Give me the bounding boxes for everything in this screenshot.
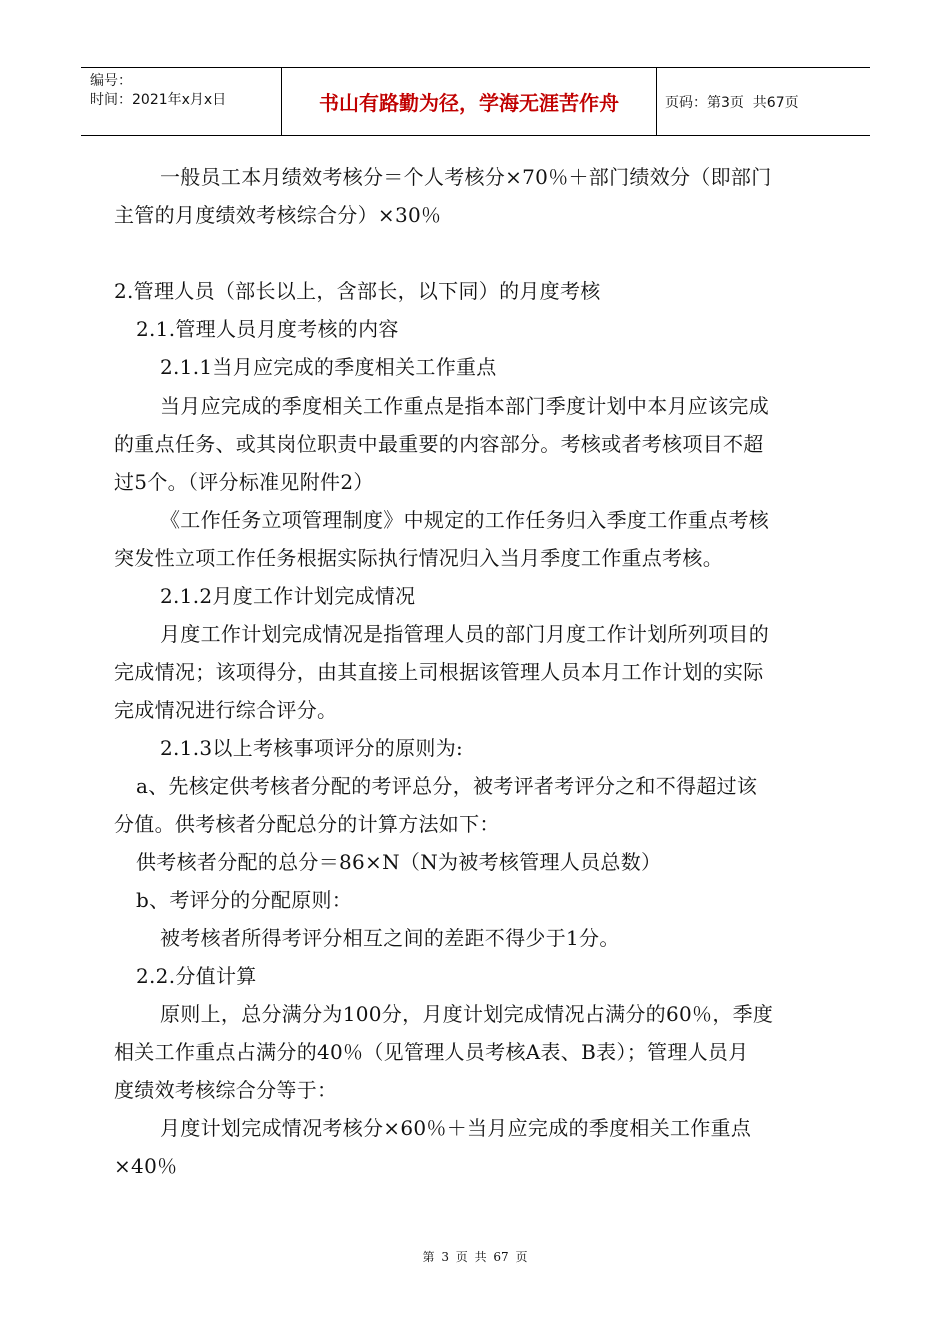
header-page-info [657, 68, 870, 135]
header-meta [81, 68, 282, 135]
body-line-19: b、考评分的分配原则： [136, 888, 353, 912]
section-heading-2-1: 2.1.管理人员月度考核的内容 [136, 317, 399, 341]
body-line-12: 月度工作计划完成情况是指管理人员的部门月度工作计划所列项目的 [160, 622, 769, 646]
body-line-20: 被考核者所得考评分相互之间的差距不得少于1分。 [160, 926, 620, 950]
body-line-23: 相关工作重点占满分的40％（见管理人员考核A表、B表）；管理人员月 [114, 1040, 749, 1064]
body-line-7: 的重点任务、或其岗位职责中最重要的内容部分。考核或者考核项目不超 [114, 432, 764, 456]
body-line-14: 完成情况进行综合评分。 [114, 698, 338, 722]
number-label: 编号： [90, 73, 132, 89]
section-heading-2-1-2: 2.1.2月度工作计划完成情况 [160, 584, 416, 608]
page-info-text: 页码：第3页 共67页 [665, 94, 799, 111]
body-line-26: ×40％ [114, 1154, 178, 1178]
time-label: 时间：2021年x月x日 [90, 92, 227, 108]
body-line-6: 当月应完成的季度相关工作重点是指本部门季度计划中本月应该完成 [160, 394, 769, 418]
body-line-2: 主管的月度绩效考核综合分）×30％ [114, 203, 442, 227]
header-motto: 书山有路勤为径，学海无涯苦作舟 [282, 68, 657, 135]
formula-total-score: 供考核者分配的总分＝86×N（N为被考核管理人员总数） [136, 850, 662, 874]
body-line-9: 《工作任务立项管理制度》中规定的工作任务归入季度工作重点考核 [160, 508, 769, 532]
body-line-13: 完成情况；该项得分，由其直接上司根据该管理人员本月工作计划的实际 [114, 660, 764, 684]
body-line-1: 一般员工本月绩效考核分＝个人考核分×70％＋部门绩效分（即部门 [160, 165, 772, 189]
body-line-22: 原则上，总分满分为100分，月度计划完成情况占满分的60％，季度 [160, 1002, 774, 1026]
body-line-10: 突发性立项工作任务根据实际执行情况归入当月季度工作重点考核。 [114, 546, 723, 570]
body-line-25: 月度计划完成情况考核分×60％＋当月应完成的季度相关工作重点 [160, 1116, 752, 1140]
section-heading-2-2: 2.2.分值计算 [136, 964, 257, 988]
page-footer: 第 3 页 共 67 页 [422, 1250, 528, 1264]
section-heading-2: 2.管理人员（部长以上，含部长，以下同）的月度考核 [114, 279, 601, 303]
body-line-17: 分值。供考核者分配总分的计算方法如下： [114, 812, 500, 836]
page-header [81, 67, 870, 136]
section-heading-2-1-3: 2.1.3以上考核事项评分的原则为: [160, 736, 464, 760]
body-line-8: 过5个。（评分标准见附件2） [114, 470, 374, 494]
body-line-24: 度绩效考核综合分等于： [114, 1078, 338, 1102]
section-heading-2-1-1: 2.1.1当月应完成的季度相关工作重点 [160, 355, 497, 379]
body-line-16: a、先核定供考核者分配的考评总分，被考评者考评分之和不得超过该 [136, 774, 758, 798]
